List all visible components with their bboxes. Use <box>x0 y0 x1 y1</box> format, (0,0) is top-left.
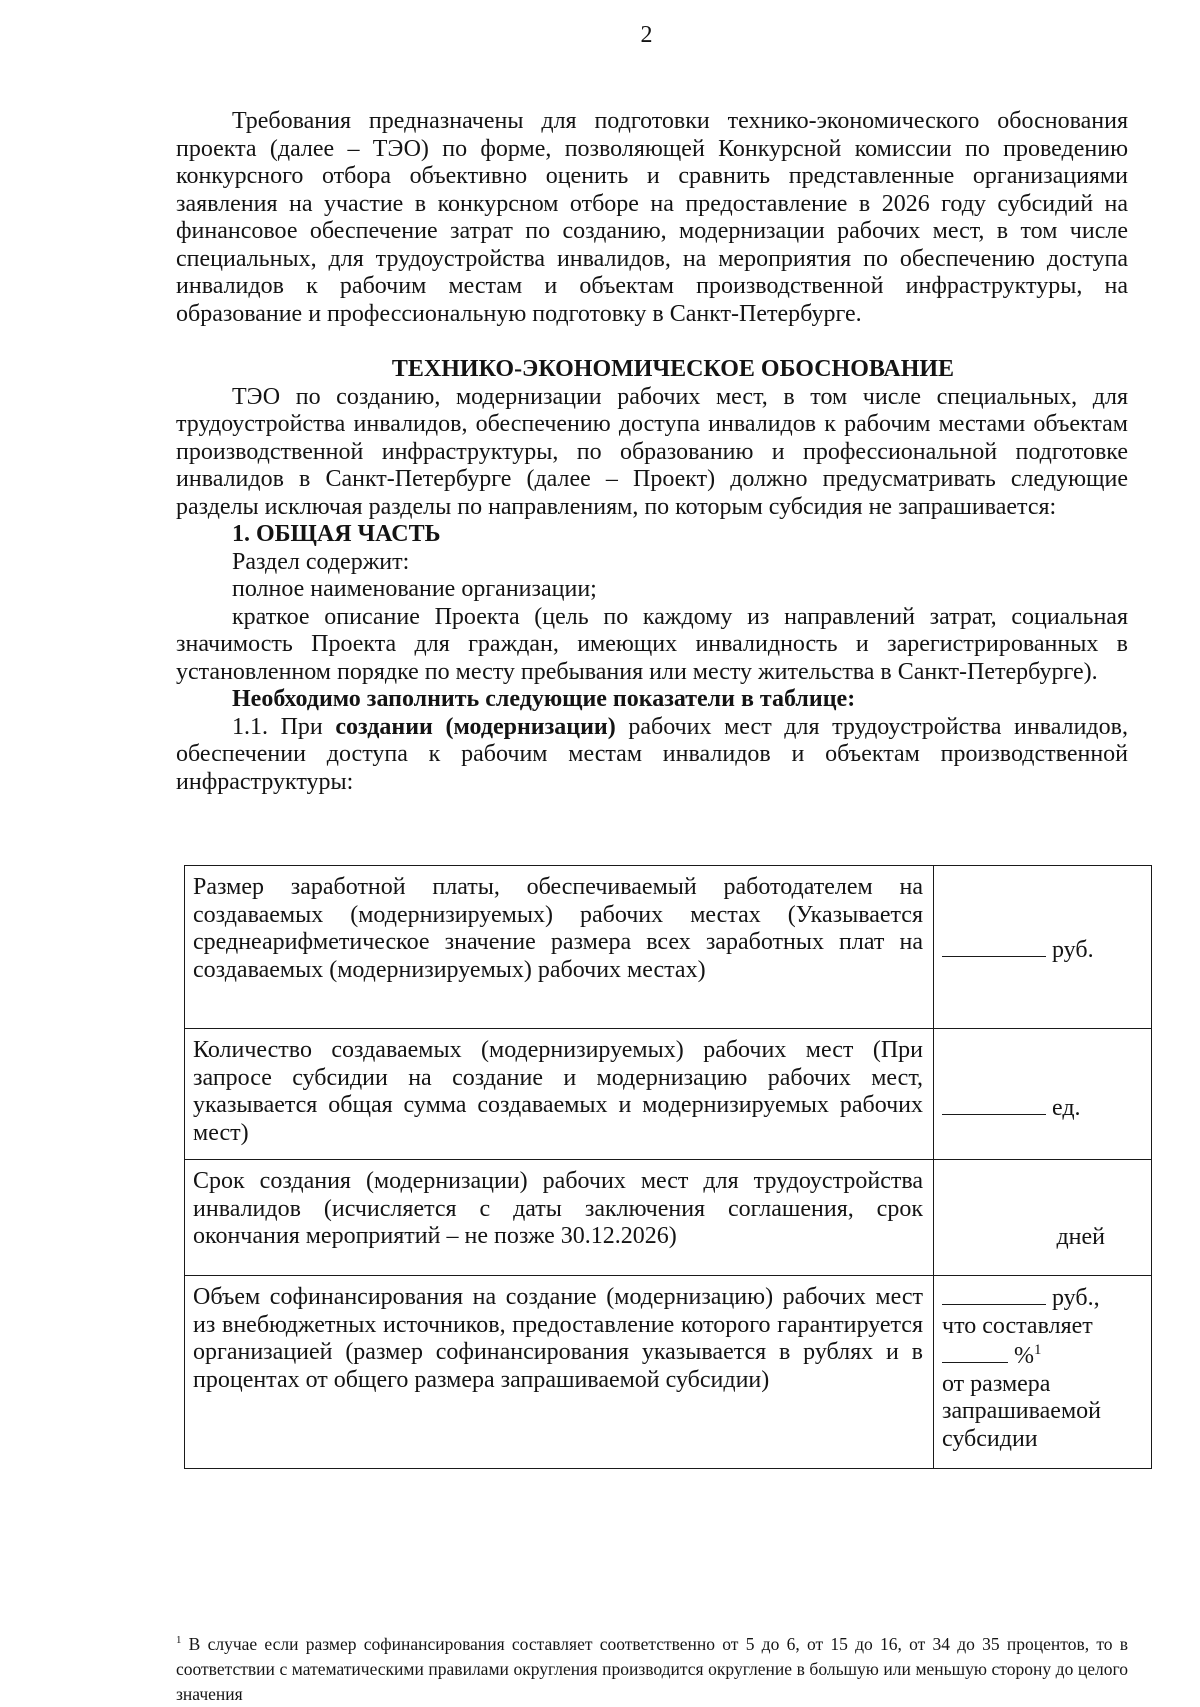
cofinancing-of-size: от размера <box>942 1370 1051 1397</box>
cofinancing-rub-unit: руб., <box>1052 1285 1100 1311</box>
item-1-1-prefix: 1.1. При <box>232 713 336 740</box>
page-number: 2 <box>640 22 653 48</box>
table-row <box>185 1160 1152 1276</box>
cofinancing-value-cell <box>934 1276 1152 1469</box>
term-unit: дней <box>1056 1224 1105 1250</box>
table-row <box>185 1029 1152 1160</box>
cofinancing-subsidy: субсидии <box>942 1425 1038 1452</box>
term-value-cell <box>934 1160 1152 1276</box>
footnote-text: В случае если размер софинансирования составляет соответственно от 5 до 6, от 15 до 16, от 34 до 35 процентов, то в соответствии с математическими правилами округления производится округление в большую или меньшую сторону до целого значения <box>176 1634 1128 1704</box>
cofinancing-rub-input-line[interactable] <box>942 1282 1046 1305</box>
salary-description: Размер заработной платы, обеспечиваемый работодателем на создаваемых (модернизируемых) рабочих местах (Указывается среднеарифметическое значение размера всех заработных плат на создаваемых (модернизируемых) рабочих местах) <box>185 866 934 1029</box>
term-description: Срок создания (модернизации) рабочих мест для трудоустройства инвалидов (исчисляется с даты заключения соглашения, срок окончания мероприятий – не позже 30.12.2026) <box>185 1160 934 1276</box>
salary-unit: руб. <box>1052 937 1094 963</box>
teo-block <box>176 356 1128 796</box>
item-1-1 <box>176 714 1128 797</box>
document-title: ТЕХНИКО-ЭКОНОМИЧЕСКОЕ ОБОСНОВАНИЕ <box>391 356 955 382</box>
table-row <box>185 866 1152 1029</box>
workplaces-count-input-line[interactable] <box>942 1092 1046 1115</box>
footnote-marker: 1 <box>176 1634 182 1647</box>
footnote-ref: 1 <box>1034 1342 1042 1358</box>
section-1-item-name: полное наименование организации; <box>232 576 597 602</box>
workplaces-count-description: Количество создаваемых (модернизируемых) рабочих мест (При запросе субсидии на создание и модернизацию рабочих мест, указывается общая сумма создаваемых и модернизируемых рабочих мест) <box>185 1029 934 1160</box>
cofinancing-percent-input-line[interactable] <box>942 1340 1008 1363</box>
footnote <box>176 1632 1128 1707</box>
item-1-1-bold: создании (модернизации) <box>335 713 616 740</box>
salary-input-line[interactable] <box>942 934 1046 957</box>
cofinancing-description: Объем софинансирования на создание (модернизацию) рабочих мест из внебюджетных источников, предоставление которого гарантируется организацией (размер софинансирования указывается в рублях и в процентах от общего размера запрашиваемой субсидии) <box>185 1276 934 1469</box>
section-1-contains: Раздел содержит: <box>232 548 410 575</box>
intro-block <box>176 108 1128 328</box>
table-row <box>185 1276 1152 1469</box>
workplaces-count-unit: ед. <box>1052 1095 1081 1121</box>
section-1-heading: 1. ОБЩАЯ ЧАСТЬ <box>232 521 441 547</box>
fill-indicators-heading: Необходимо заполнить следующие показатели в таблице: <box>232 686 856 712</box>
cofinancing-requested: запрашиваемой <box>942 1398 1101 1424</box>
cofinancing-percent-unit: % <box>1014 1343 1034 1369</box>
workplaces-count-value-cell <box>934 1029 1152 1160</box>
section-1-item-description: краткое описание Проекта (цель по каждому из направлений затрат, социальная значимость Проекта для граждан, имеющих инвалидность и зарегистрированных в установленном порядке по месту пребывания или месту жительства в Санкт-Петербурге). <box>176 603 1128 685</box>
indicators-table <box>184 865 1152 1469</box>
intro-paragraph: Требования предназначены для подготовки технико-экономического обоснования проекта (далее – ТЭО) по форме, позволяющей Конкурсной комиссии по проведению конкурсного отбора объективно оценить и сравнить представленные организациями заявления на участие в конкурсном отборе на предоставление в 2026 году субсидий на финансовое обеспечение затрат по созданию, модернизации рабочих мест, в том числе специальных, для трудоустройства инвалидов, на мероприятия по обеспечению доступа инвалидов к рабочим местам и объектам производственной инфраструктуры, на образование и профессиональную подготовку в Санкт-Петербурге. <box>176 108 1128 327</box>
teo-paragraph: ТЭО по созданию, модернизации рабочих мест, в том числе специальных, для трудоустройства инвалидов, обеспечению доступа инвалидов к рабочим местами объектам производственной инфраструктуры, по образованию и профессиональной подготовке инвалидов в Санкт-Петербурге (далее – Проект) должно предусматривать следующие разделы исключая разделы по направлениям, по которым субсидия не запрашивается: <box>176 383 1128 520</box>
item-1-1-suffix: рабочих мест для трудоустройства инвалидов, обеспечении доступа к рабочим местам инвалидов и объектам производственной инфраструктуры: <box>176 713 1128 795</box>
cofinancing-what-is: что составляет <box>942 1312 1093 1339</box>
salary-value-cell <box>934 866 1152 1029</box>
